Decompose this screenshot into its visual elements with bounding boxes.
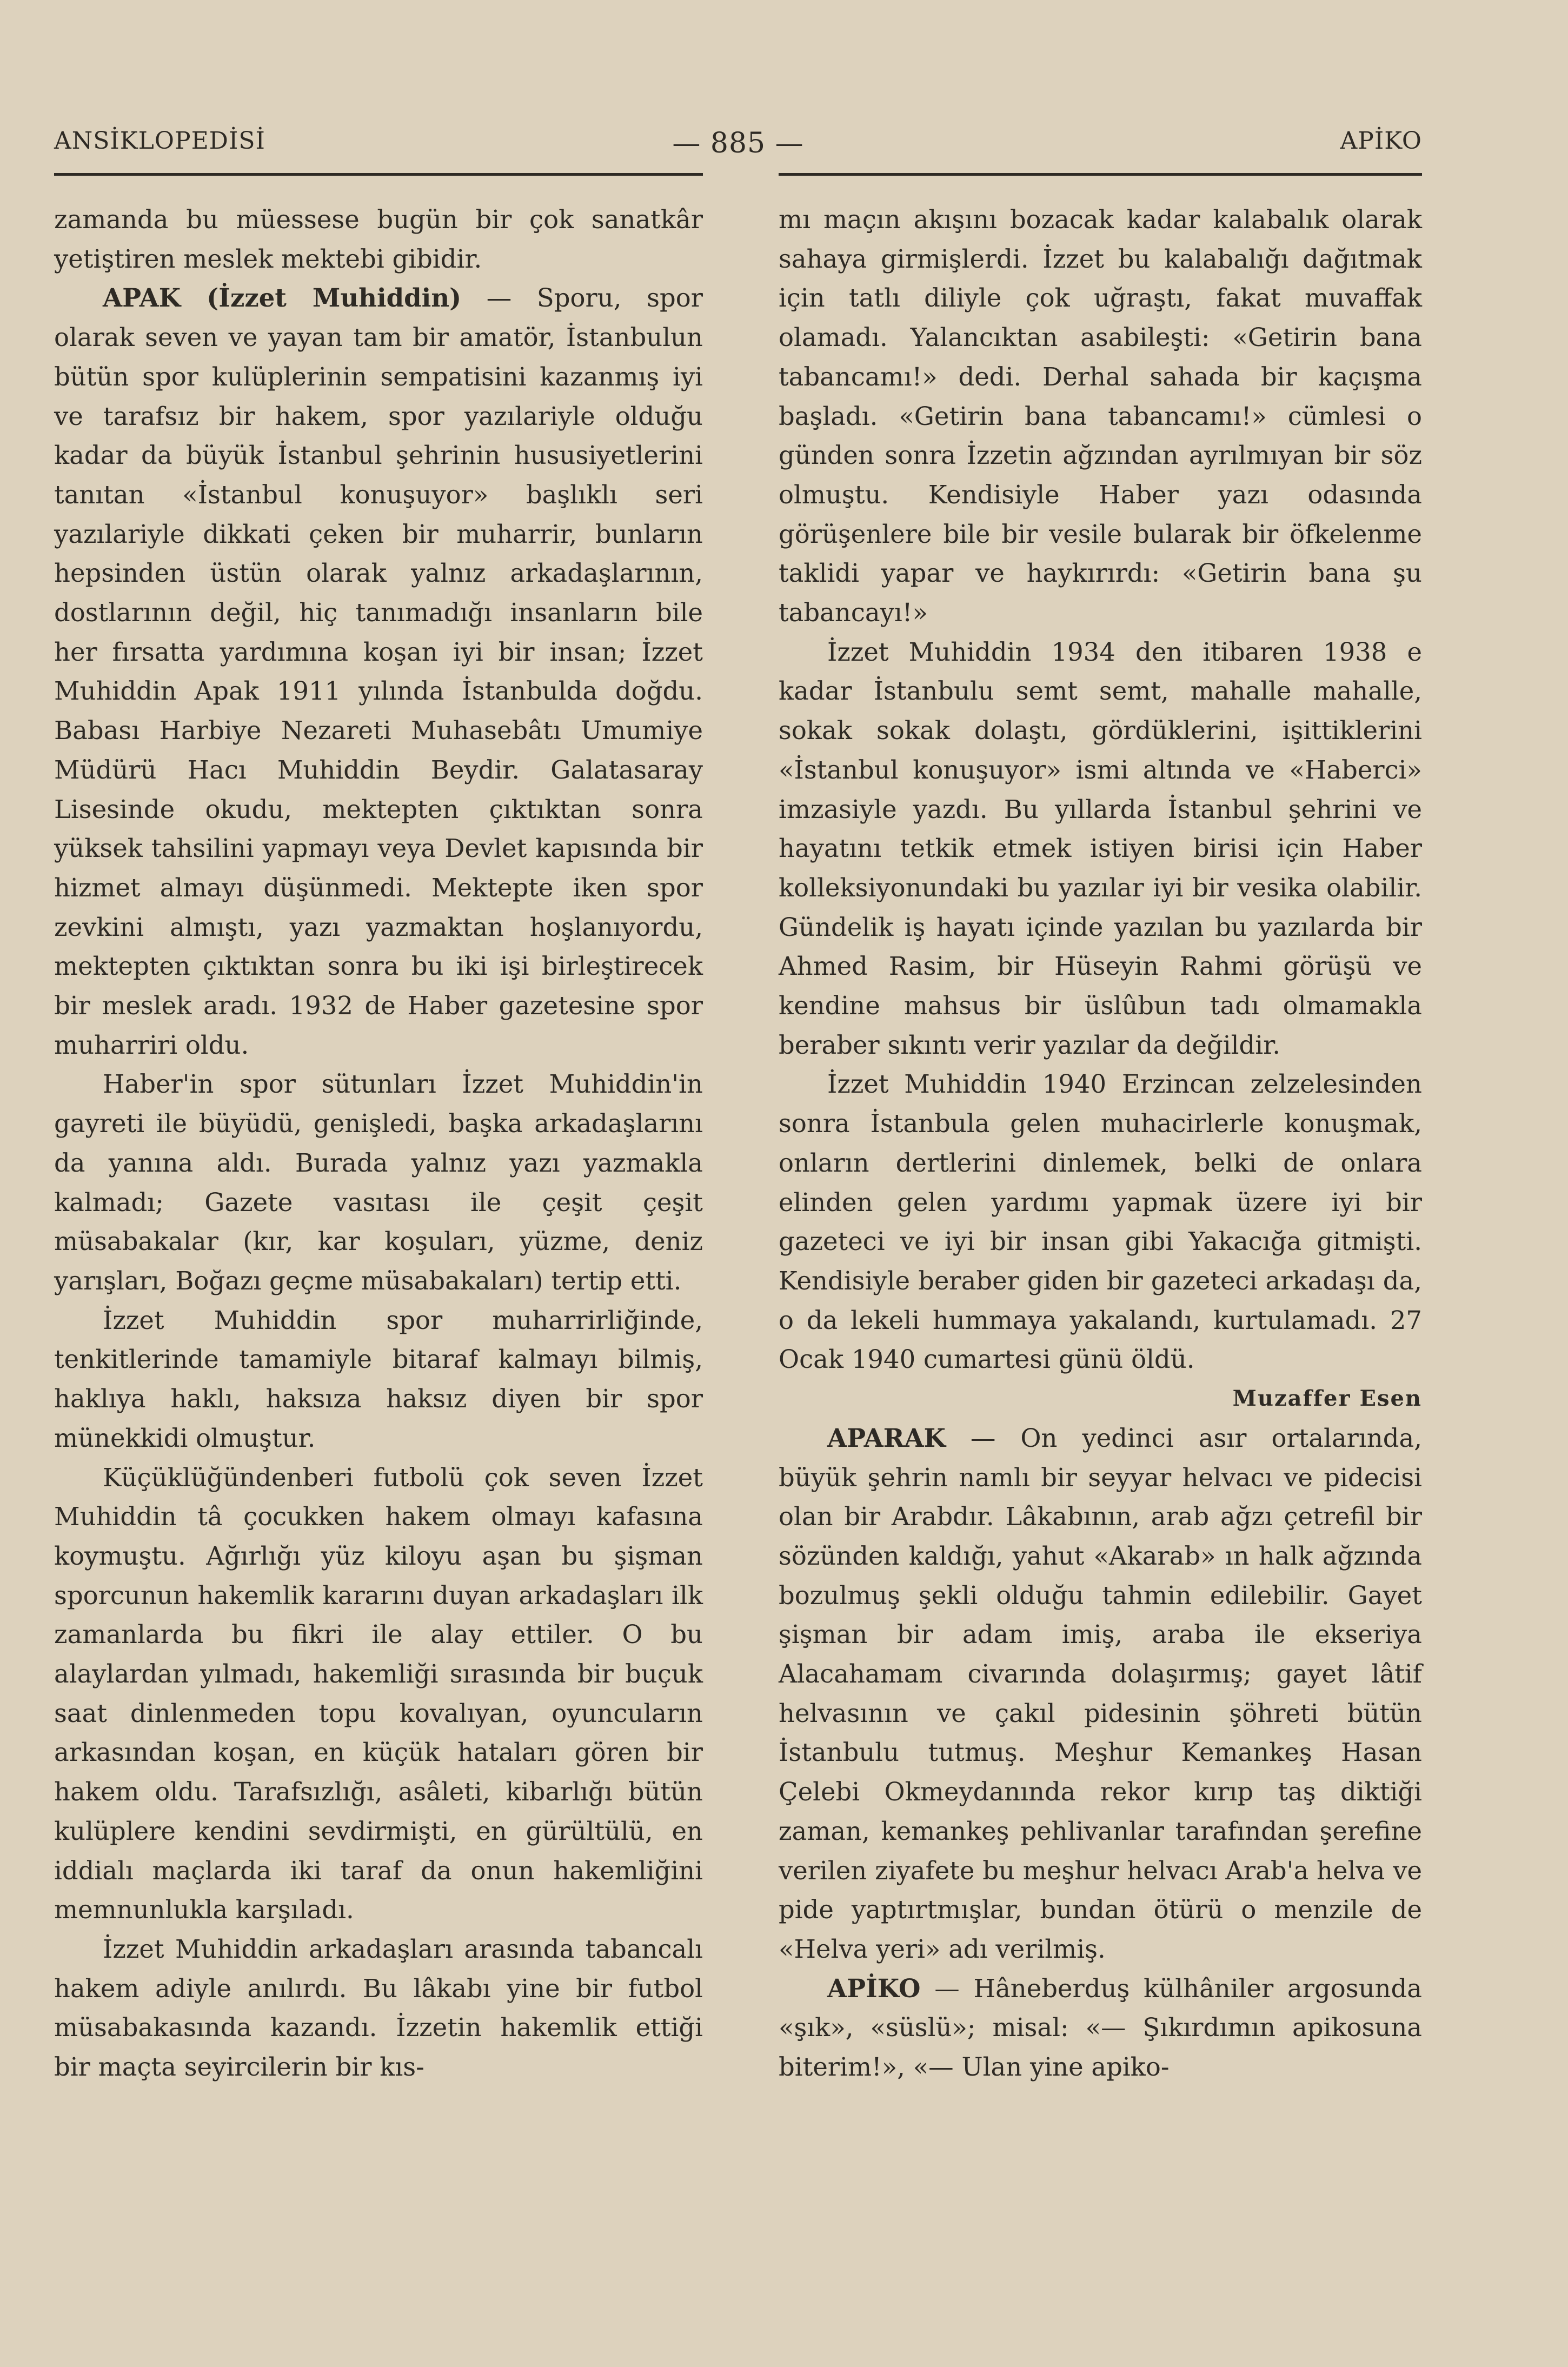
paragraph: İzzet Muhiddin spor muharrirliğinde, tenkitlerinde tamamiyle bitaraf kalmayı bilmiş, haklıya haklı, haksıza haksız diyen bir spor münekkidi olmuştur. xyxy=(54,1305,703,1453)
paragraph: mı maçın akışını bozacak kadar kalabalık olarak sahaya girmişlerdi. İzzet bu kalabalığı dağıtmak için tatlı diliyle çok uğraştı, fakat muvaffak olamadı. Yalancıktan asabileşti: «Getirin bana tabancamı!» dedi. Derhal sahada bir kaçışma başladı. «Getirin bana tabancamı!» cümlesi o günden sonra İzzetin ağzından ayrılmıyan bir söz olmuştu. Kendisiyle Haber yazı odasında görüşenlere bile bir vesile bularak bir öfkelenme taklidi yapar ve haykırırdı: «Getirin bana şu tabancayı!» xyxy=(779,205,1422,628)
entry-heading: APARAK xyxy=(827,1422,946,1453)
entry-aparak xyxy=(779,1419,1422,1969)
entry-heading: APAK (İzzet Muhiddin) xyxy=(103,283,462,313)
entry-apak xyxy=(54,278,703,1065)
paragraph: İzzet Muhiddin arkadaşları arasında tabancalı hakem adiyle anılırdı. Bu lâkabı yine bir futbol müsabakasında kazandı. İzzetin hakemlik ettiği bir maçta seyircilerin bir kıs- xyxy=(54,1934,703,2082)
entry-body: — Sporu, spor olarak seven ve yayan tam bir amatör, İstanbulun bütün spor kulüplerinin sempatisini kazanmış iyi ve tarafsız bir hakem, spor yazılariyle olduğu kadar da büyük İstanbul şehrinin hususiyetlerini tanıtan «İstanbul konuşuyor» başlıklı seri yazılariyle dikkati çeken bir muharrir, bunların hepsinden üstün olarak yalnız arkadaşlarının, dostlarının değil, hiç tanımadığı insanların bile her fırsatta yardımına koşan iyi bir insan; İzzet Muhiddin Apak 1911 yılında İstanbulda doğdu. Babası Harbiye Nezareti Muhasebâtı Umumiye Müdürü Hacı Muhiddin Beydir. Galatasaray Lisesinde okudu, mektepten çıktıktan sonra yüksek tahsilini yapmayı veya Devlet kapısında bir hizmet almayı düşünmedi. Mektepte iken spor zevkini almıştı, yazı yazmaktan hoşlanıyordu, mektepten çıktıktan sonra bu iki işi birleştirecek bir meslek aradı. 1932 de Haber gazetesine spor muharriri oldu. xyxy=(54,283,703,1060)
entry-apiko xyxy=(779,1969,1422,2087)
paragraph: İzzet Muhiddin 1940 Erzincan zelzelesinden sonra İstanbula gelen muhacirlerle konuşmak, onların dertlerini dinlemek, belki de onlara elinden gelen yardımı yapmak üzere iyi bir gazeteci ve iyi bir insan gibi Yakacığa gitmişti. Kendisiyle beraber giden bir gazeteci arkadaşı da, o da lekeli hummaya yakalandı, kurtulamadı. 27 Ocak 1940 cumartesi günü öldü. xyxy=(779,1069,1422,1374)
paragraph: Haber'in spor sütunları İzzet Muhiddin'in gayreti ile büyüdü, genişledi, başka arkadaşlarını da yanına aldı. Burada yalnız yazı yazmakla kalmadı; Gazete vasıtası ile çeşit çeşit müsabakalar (kır, kar koşuları, yüzme, deniz yarışları, Boğazı geçme müsabakaları) tertip etti. xyxy=(54,1069,703,1295)
header-entry-title: APİKO xyxy=(1340,127,1422,155)
entry-body: — Hâneberduş külhâniler argosunda «şık», «süslü»; misal: «— Şıkırdımın apikosuna biterim!», «— Ulan yine apiko- xyxy=(779,1973,1422,2082)
header-section-title: ANSİKLOPEDİSİ xyxy=(54,127,265,155)
paragraph: Küçüklüğündenberi futbolü çok seven İzzet Muhiddin tâ çocukken hakem olmayı kafasına koymuştu. Ağırlığı yüz kiloyu aşan bu şişman sporcunun hakemlik kararını duyan arkadaşları ilk zamanlarda bu fikri ile alay ettiler. O bu alaylardan yılmadı, hakemliği sırasında bir buçuk saat dinlenmeden topu kovalıyan, oyuncuların arkasından koşan, en küçük hataları gören bir hakem oldu. Tarafsızlığı, asâleti, kibarlığı bütün kulüplere kendini sevdirmişti, en gürültülü, en iddialı maçlarda iki taraf da onun hakemliğini memnunlukla karşıladı. xyxy=(54,1462,703,1925)
entry-heading: APİKO xyxy=(827,1973,921,2003)
header-rule-left xyxy=(54,173,703,176)
author-signature: Muzaffer Esen xyxy=(1232,1386,1422,1412)
header-rule-right xyxy=(779,173,1422,176)
left-column xyxy=(54,200,703,2087)
paragraph: zamanda bu müessese bugün bir çok sanatkâr yetiştiren meslek mektebi gibidir. xyxy=(54,205,703,274)
entry-body: — On yedinci asır ortalarında, büyük şehrin namlı bir seyyar helvacı ve pidecisi olan bir Arabdır. Lâkabının, arab ağzı çetrefil bir sözünden kaldığı, yahut «Akarab» ın halk ağzında bozulmuş şekli olduğu tahmin edilebilir. Gayet şişman bir adam imiş, araba ile ekseriya Alacahamam civarında dolaşırmış; gayet lâtif helvasının ve çakıl pidesinin şöhreti bütün İstanbulu tutmuş. Meşhur Kemankeş Hasan Çelebi Okmeydanında rekor kırıp taş diktiği zaman, kemankeş pehlivanlar tarafından şerefine verilen ziyafete bu meşhur helvacı Arab'a helva ve pide yaptırtmışlar, bundan ötürü o menzile de «Helva yeri» adı verilmiş. xyxy=(779,1423,1422,1964)
page-number: — 885 — xyxy=(672,127,804,159)
right-column xyxy=(779,200,1422,2087)
paragraph: İzzet Muhiddin 1934 den itibaren 1938 e kadar İstanbulu semt semt, mahalle mahalle, sokak sokak dolaştı, gördüklerini, işittiklerini «İstanbul konuşuyor» ismi altında ve «Haberci» imzasiyle yazdı. Bu yıllarda İstanbul şehrini ve hayatını tetkik etmek istiyen birisi için Haber kolleksiyonundaki bu yazılar iyi bir vesika olabilir. Gündelik iş hayatı içinde yazılan bu yazılarda bir Ahmed Rasim, bir Hüseyin Rahmi görüşü ve kendine mahsus bir üslûbun tadı olmamakla beraber sıkıntı verir yazılar da değildir. xyxy=(779,637,1422,1060)
page-header xyxy=(54,127,1422,159)
